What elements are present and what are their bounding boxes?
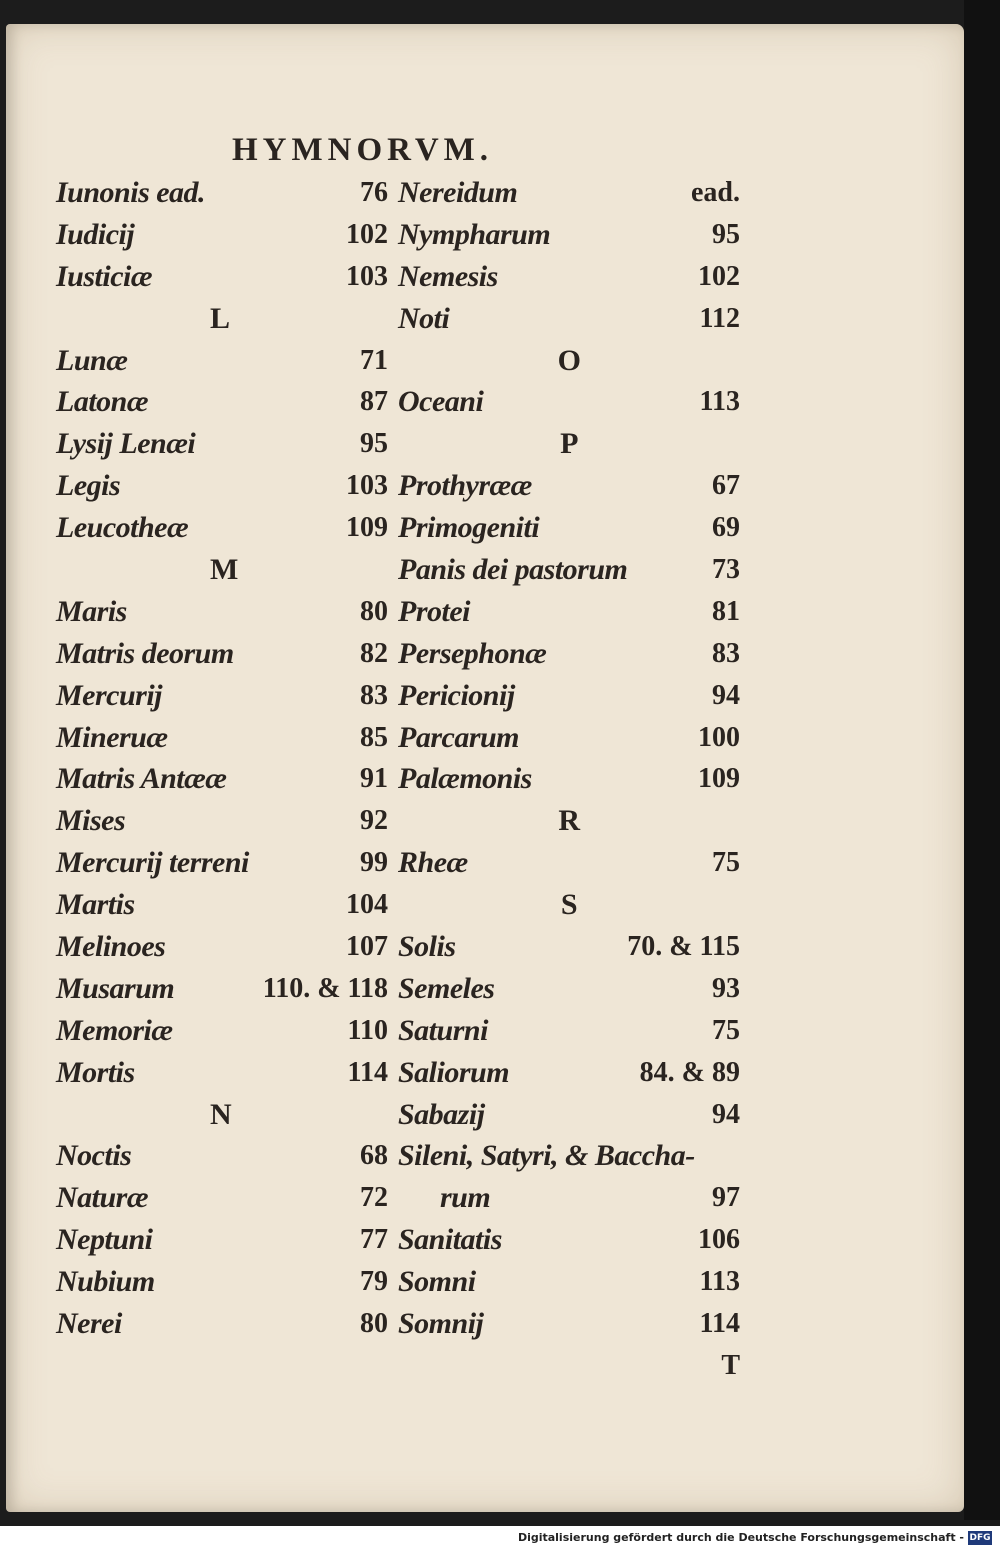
entry-name: Sanitatis xyxy=(398,1223,502,1257)
entry-page-number: 106 xyxy=(698,1224,740,1256)
entry-page-number: 94 xyxy=(712,679,740,711)
entry-page-number: 82 xyxy=(360,637,388,669)
index-entry xyxy=(398,1010,740,1052)
entry-name: Saturni xyxy=(398,1013,488,1047)
entry-page-number: 107 xyxy=(346,931,388,963)
entry-name: Prothyrææ xyxy=(398,469,532,503)
index-entry xyxy=(56,1219,388,1261)
letter-label: R xyxy=(558,804,580,838)
entry-page-number: 104 xyxy=(346,889,388,921)
entry-page-number: 73 xyxy=(712,554,740,586)
entry-name: Lysij Lenæi xyxy=(56,427,196,461)
index-entry xyxy=(398,298,740,340)
entry-page-number: 87 xyxy=(360,386,388,418)
index-entry xyxy=(398,1261,740,1303)
entry-name: Mises xyxy=(56,804,126,838)
entry-name: Mortis xyxy=(56,1055,135,1089)
entry-name: Parcarum xyxy=(398,720,520,754)
entry-name: Iunonis ead. xyxy=(56,176,206,209)
index-entry xyxy=(56,717,388,759)
index-letter-heading xyxy=(56,1094,388,1136)
entry-page-number: T xyxy=(721,1349,740,1381)
index-entry xyxy=(398,717,740,759)
dfg-logo: DFG xyxy=(969,1533,991,1543)
entry-page-number: 95 xyxy=(360,428,388,460)
index-entry xyxy=(56,1177,388,1219)
index-entry xyxy=(398,675,740,717)
entry-name: Matris Antææ xyxy=(56,762,227,796)
entry-page-number: 114 xyxy=(347,1056,388,1088)
entry-name: Legis xyxy=(56,469,121,503)
entry-name: Mineruæ xyxy=(56,720,168,754)
letter-label: P xyxy=(560,427,578,461)
page-title: HYMNORVM. xyxy=(232,132,494,168)
entry-page-number: 83 xyxy=(712,637,740,669)
entry-name: Melinoes xyxy=(56,930,166,964)
entry-page-number: 79 xyxy=(360,1266,388,1298)
entry-name: Somni xyxy=(398,1265,476,1299)
entry-name: Matris deorum xyxy=(56,636,234,670)
entry-name: Rheæ xyxy=(398,846,468,880)
index-entry xyxy=(56,968,388,1010)
entry-page-number: 83 xyxy=(360,679,388,711)
index-entry xyxy=(398,549,740,591)
entry-name: Iudicij xyxy=(56,217,135,251)
index-entry xyxy=(398,256,740,298)
index-entry xyxy=(398,381,740,423)
entry-name: Palæmonis xyxy=(398,762,532,796)
index-entry xyxy=(56,423,388,465)
entry-page-number: 109 xyxy=(698,763,740,795)
index-entry xyxy=(398,842,740,884)
index-entry xyxy=(398,758,740,800)
index-column-left xyxy=(56,172,388,1345)
entry-name: Somnij xyxy=(398,1307,484,1341)
index-entry xyxy=(398,1303,740,1345)
index-entry xyxy=(56,507,388,549)
book-page xyxy=(6,24,964,1512)
entry-page-number: 69 xyxy=(712,512,740,544)
entry-page-number: 113 xyxy=(699,386,740,418)
scan-background xyxy=(964,0,1000,1520)
index-entry xyxy=(56,842,388,884)
entry-name: Martis xyxy=(56,888,135,922)
entry-page-number: 93 xyxy=(712,972,740,1004)
entry-page-number: 114 xyxy=(699,1308,740,1340)
index-entry xyxy=(56,675,388,717)
entry-page-number: 102 xyxy=(346,218,388,250)
index-entry xyxy=(56,1052,388,1094)
entry-name: Pericionij xyxy=(398,678,515,712)
entry-name: Noti xyxy=(398,301,450,335)
entry-page-number: 102 xyxy=(698,260,740,292)
index-entry xyxy=(398,591,740,633)
entry-name: Nereidum xyxy=(398,176,518,209)
entry-page-number: 94 xyxy=(712,1098,740,1130)
index-letter-heading xyxy=(56,549,388,591)
index-entry xyxy=(56,591,388,633)
entry-name: Leucotheæ xyxy=(56,511,189,545)
index-entry xyxy=(398,1052,740,1094)
entry-page-number: 81 xyxy=(712,595,740,627)
entry-page-number: 80 xyxy=(360,595,388,627)
entry-name: Protei xyxy=(398,594,470,628)
entry-name: Iusticiæ xyxy=(56,259,153,293)
entry-page-number: 95 xyxy=(712,218,740,250)
index-entry xyxy=(56,1261,388,1303)
entry-page-number: 75 xyxy=(712,1014,740,1046)
entry-name: Maris xyxy=(56,594,127,628)
entry-page-number: 103 xyxy=(346,260,388,292)
index-entry xyxy=(398,214,740,256)
entry-name: Primogeniti xyxy=(398,511,540,545)
index-entry xyxy=(398,633,740,675)
entry-page-number: 109 xyxy=(346,512,388,544)
entry-name: Noctis xyxy=(56,1139,132,1173)
index-entry xyxy=(56,1010,388,1052)
letter-label: M xyxy=(210,553,238,587)
entry-name: Sabazij xyxy=(398,1097,485,1131)
entry-page-number: ead. xyxy=(691,177,740,208)
letter-label: L xyxy=(210,301,230,335)
entry-name: Saliorum xyxy=(398,1055,510,1089)
index-entry xyxy=(398,1177,740,1219)
letter-label: S xyxy=(560,888,578,922)
entry-page-number: 70. & 115 xyxy=(627,931,740,963)
entry-page-number: 76 xyxy=(360,177,388,208)
footer-bar xyxy=(0,1526,1000,1551)
letter-label: O xyxy=(557,343,581,377)
entry-name: rum xyxy=(440,1181,491,1215)
entry-page-number: 100 xyxy=(698,721,740,753)
index-entry xyxy=(56,340,388,382)
entry-name: Nubium xyxy=(56,1265,155,1299)
entry-name: Mercurij xyxy=(56,678,163,712)
index-entry xyxy=(398,465,740,507)
entry-page-number: 112 xyxy=(699,302,740,334)
index-entry xyxy=(56,1135,388,1177)
entry-page-number: 84. & 89 xyxy=(639,1056,740,1088)
index-entry xyxy=(56,465,388,507)
entry-name: Lunæ xyxy=(56,343,128,377)
index-letter-heading xyxy=(398,423,740,465)
index-entry xyxy=(398,172,740,214)
entry-page-number: 72 xyxy=(360,1182,388,1214)
entry-page-number: 77 xyxy=(360,1224,388,1256)
funding-notice: Digitalisierung gefördert durch die Deutsche Forschungsgemeinschaft - xyxy=(517,1531,964,1544)
index-entry xyxy=(56,800,388,842)
letter-label: N xyxy=(210,1097,232,1131)
index-entry xyxy=(398,1135,740,1177)
index-entry xyxy=(56,172,388,214)
entry-name: Panis dei pastorum xyxy=(398,553,628,587)
entry-page-number: 80 xyxy=(360,1308,388,1340)
entry-name: Semeles xyxy=(398,971,495,1005)
index-entry xyxy=(398,507,740,549)
entry-name: Memoriæ xyxy=(56,1013,173,1047)
entry-page-number: 92 xyxy=(360,805,388,837)
index-entry xyxy=(56,926,388,968)
entry-name: Nemesis xyxy=(398,259,498,293)
entry-name: Persephonæ xyxy=(398,636,547,670)
entry-page-number: 85 xyxy=(360,721,388,753)
entry-page-number: 110 xyxy=(347,1014,388,1046)
index-entry xyxy=(398,968,740,1010)
index-entry xyxy=(56,633,388,675)
catchword xyxy=(398,1345,740,1387)
index-letter-heading xyxy=(398,340,740,382)
entry-page-number: 99 xyxy=(360,847,388,879)
entry-name: Musarum xyxy=(56,971,175,1005)
entry-name: Naturæ xyxy=(56,1181,149,1215)
entry-name: Solis xyxy=(398,930,456,964)
entry-page-number: 67 xyxy=(712,470,740,502)
index-column-right xyxy=(398,172,740,1387)
entry-name: Nerei xyxy=(56,1307,122,1341)
entry-name: Neptuni xyxy=(56,1223,153,1257)
index-entry xyxy=(56,1303,388,1345)
index-entry xyxy=(56,256,388,298)
index-entry xyxy=(398,926,740,968)
entry-name: Mercurij terreni xyxy=(56,846,249,880)
index-letter-heading xyxy=(56,298,388,340)
entry-name: Nympharum xyxy=(398,217,551,251)
index-entry xyxy=(56,214,388,256)
index-entry xyxy=(398,1219,740,1261)
entry-name: Latonæ xyxy=(56,385,149,419)
index-entry xyxy=(398,1094,740,1136)
entry-page-number: 91 xyxy=(360,763,388,795)
entry-page-number: 75 xyxy=(712,847,740,879)
index-letter-heading xyxy=(398,800,740,842)
entry-page-number: 68 xyxy=(360,1140,388,1172)
entry-page-number: 110. & 118 xyxy=(262,972,388,1004)
index-entry xyxy=(56,381,388,423)
entry-name: Sileni, Satyri, & Baccha- xyxy=(398,1139,695,1173)
entry-page-number: 97 xyxy=(712,1182,740,1214)
index-letter-heading xyxy=(398,884,740,926)
entry-page-number: 113 xyxy=(699,1266,740,1298)
index-entry xyxy=(56,884,388,926)
entry-page-number: 71 xyxy=(360,344,388,376)
entry-name: Oceani xyxy=(398,385,484,419)
entry-page-number: 103 xyxy=(346,470,388,502)
index-entry xyxy=(56,758,388,800)
